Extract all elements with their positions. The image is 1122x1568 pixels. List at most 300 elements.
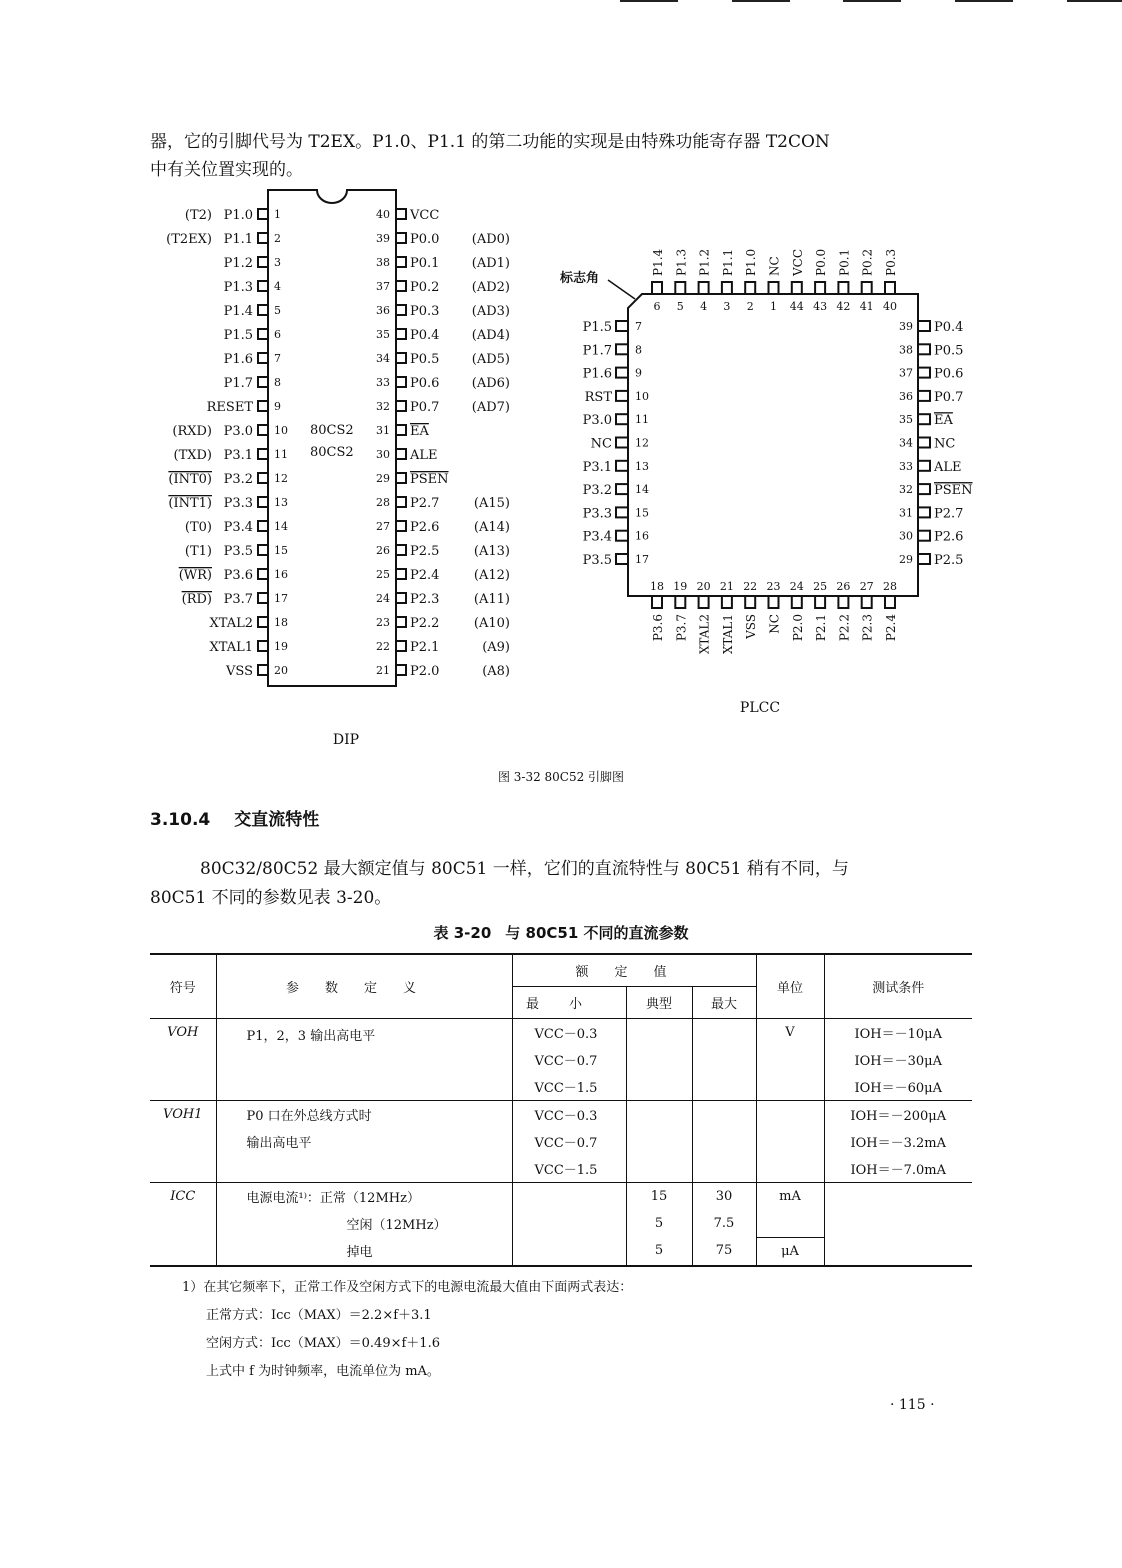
dip-pin-name: P1.5: [223, 328, 253, 343]
plcc-pin-left: [616, 321, 628, 331]
plcc-label: PLCC: [739, 700, 781, 716]
dip-pin-number: 16: [274, 568, 288, 581]
cell-symbol: VOH1: [150, 1101, 216, 1183]
dip-pin-right: [396, 617, 406, 627]
dip-pin-left: [258, 209, 268, 219]
cell-max: [692, 1128, 756, 1155]
dip-pin-right: [396, 665, 406, 675]
cell-typ: [626, 1128, 692, 1155]
cell-unit: V: [756, 1019, 824, 1047]
plcc-pin-number: 22: [743, 580, 758, 593]
plcc-pin-name: P3.2: [582, 483, 612, 499]
dip-pin-number: 30: [376, 448, 390, 461]
cell-max: [692, 1046, 756, 1073]
plcc-pin-name: XTAL1: [720, 614, 735, 655]
dip-pin-left: [258, 593, 268, 603]
dip-pin-number: 37: [376, 280, 390, 293]
dip-chip-label: 80CS2: [310, 423, 354, 438]
plcc-pin-left: [616, 484, 628, 494]
table-title-text: 与 80C51 不同的直流参数: [505, 924, 689, 942]
dip-pin-right: [396, 401, 406, 411]
cell-min: [512, 1183, 626, 1211]
cell-min: VCC－1.5: [512, 1073, 626, 1101]
dip-pin-left: [258, 329, 268, 339]
dip-pin-number: 6: [274, 328, 281, 341]
cell-unit: [756, 1101, 824, 1129]
dip-pin-right: [396, 209, 406, 219]
dip-pin-alt: (AD4): [471, 328, 510, 343]
cell-typ: 15: [626, 1183, 692, 1211]
cell-min: [512, 1210, 626, 1237]
table-number: 表 3-20: [433, 924, 492, 942]
plcc-pin-top: [652, 282, 662, 294]
dip-pin-alt: (T1): [184, 544, 212, 559]
plcc-pin-number: 21: [719, 580, 734, 593]
cell-typ: [626, 1101, 692, 1129]
plcc-pin-number: 29: [899, 553, 913, 566]
dip-pin-number: 11: [274, 448, 288, 461]
dip-pin-left: [258, 257, 268, 267]
cell-unit: μA: [756, 1237, 824, 1266]
dip-pin-right: [396, 377, 406, 387]
dip-pin-number: 33: [376, 376, 390, 389]
body-line-1: 80C32/80C52 最大额定值与 80C51 一样，它们的直流特性与 80C51 稍有不同，与: [200, 859, 849, 879]
top-rule-5: [1067, 0, 1122, 2]
dip-pin-number: 31: [376, 424, 390, 437]
plcc-pin-name: NC: [590, 436, 612, 452]
top-rule-1: [620, 0, 678, 2]
plcc-pin-top: [885, 282, 895, 294]
plcc-pin-top: [838, 282, 848, 294]
plcc-pin-number: 41: [859, 300, 874, 313]
cell-min: VCC－0.7: [512, 1128, 626, 1155]
cell-unit: [756, 1128, 824, 1155]
dip-pin-right: [396, 329, 406, 339]
plcc-pin-number: 31: [899, 506, 913, 520]
figure-caption: 图 3-32 80C52 引脚图: [497, 770, 625, 784]
dip-pin-right: [396, 257, 406, 267]
dip-pin-alt: (RD): [181, 592, 212, 607]
dip-pin-alt: (A14): [473, 520, 510, 535]
cell-symbol: VOH: [150, 1019, 216, 1101]
plcc-pin-name: NC: [767, 614, 782, 634]
dip-pin-number: 9: [274, 400, 281, 413]
cell-min: VCC－0.3: [512, 1101, 626, 1129]
plcc-pin-name: P0.7: [934, 389, 964, 405]
plcc-pin-right: [918, 368, 930, 378]
plcc-pin-name: P0.0: [814, 248, 829, 276]
dip-pin-number: 38: [376, 256, 390, 269]
dip-pin-left: [258, 473, 268, 483]
table-row: [150, 1155, 972, 1183]
header-rated: 额定值: [512, 954, 756, 987]
plcc-pin-name: P1.0: [744, 248, 759, 276]
dip-pin-left: [258, 233, 268, 243]
dip-pin-number: 28: [376, 496, 390, 509]
plcc-package-outline: [628, 294, 918, 596]
plcc-pin-name: P1.6: [582, 366, 612, 382]
dip-pin-left: [258, 425, 268, 435]
plcc-pin-name: P1.5: [582, 320, 612, 335]
plcc-pin-number: 1: [770, 300, 777, 313]
plcc-pin-name: P3.7: [674, 614, 689, 642]
plcc-pin-number: 30: [899, 529, 913, 543]
dip-pin-left: [258, 449, 268, 459]
plcc-pin-number: 39: [899, 320, 913, 333]
dip-pin-name: P1.7: [223, 376, 253, 391]
dip-pin-name: P1.2: [223, 256, 253, 271]
cell-max: 7.5: [692, 1210, 756, 1237]
plcc-pin-number: 7: [635, 320, 642, 333]
plcc-pin-right: [918, 391, 930, 401]
plcc-pin-number: 35: [899, 413, 913, 427]
dip-pin-right: [396, 281, 406, 291]
dip-pin-right: [396, 473, 406, 483]
plcc-pin-number: 36: [899, 389, 913, 403]
dip-pin-alt: (RXD): [172, 424, 212, 439]
dip-pin-left: [258, 617, 268, 627]
plcc-pin-name: NC: [767, 256, 782, 276]
intro-line-2: 中有关位置实现的。: [150, 160, 303, 180]
plcc-pin-number: 42: [836, 300, 851, 313]
plcc-pin-number: 19: [673, 580, 688, 593]
plcc-pin-bottom: [745, 596, 755, 608]
dip-pin-alt: (T2EX): [166, 232, 212, 247]
dip-pin-right: [396, 425, 406, 435]
dip-pin-right: [396, 521, 406, 531]
dip-pin-right: [396, 545, 406, 555]
plcc-pin-number: 12: [635, 436, 649, 450]
dip-pin-alt: (AD1): [471, 256, 510, 271]
dip-pin-name: P3.2: [223, 472, 253, 487]
cell-definition: 空闲（12MHz）: [216, 1210, 512, 1237]
plcc-pin-left: [616, 414, 628, 424]
dip-pin-name: P0.6: [410, 376, 440, 391]
top-rule-4: [955, 0, 1013, 2]
cell-max: [692, 1019, 756, 1047]
dip-pin-left: [258, 497, 268, 507]
dip-pin-number: 8: [274, 376, 281, 389]
plcc-pin-name: P2.2: [837, 614, 852, 642]
dip-pin-name: P0.0: [410, 232, 440, 247]
cell-condition: [824, 1183, 972, 1266]
dip-pin-alt: (INT1): [168, 496, 212, 511]
plcc-pin-bottom: [792, 596, 802, 608]
header-min: 最小: [512, 987, 626, 1019]
dip-chip-label: 80CS2: [310, 445, 354, 460]
dip-pin-name: VCC: [410, 208, 440, 223]
cell-max: 30: [692, 1183, 756, 1211]
plcc-pin-number: 34: [899, 436, 913, 450]
dip-pin-name: P0.2: [410, 280, 440, 295]
plcc-pin-right: [918, 531, 930, 541]
dip-pin-name: P0.3: [410, 304, 440, 319]
dip-pin-number: 3: [274, 256, 281, 269]
plcc-pin-name: P2.0: [790, 614, 805, 642]
dip-pin-number: 14: [274, 520, 288, 533]
plcc-pin-name: P1.3: [674, 248, 689, 276]
dip-pin-name: XTAL2: [209, 616, 253, 631]
dip-pin-alt: (AD7): [471, 400, 510, 415]
plcc-pin-name: P0.6: [934, 366, 964, 382]
plcc-pin-right: [918, 554, 930, 564]
plcc-pin-right: [918, 484, 930, 494]
header-typ: 典型: [626, 987, 692, 1019]
plcc-pin-name: P3.4: [582, 529, 612, 545]
cell-definition: 掉电: [216, 1237, 512, 1266]
dip-pin-name: P3.1: [223, 448, 253, 463]
plcc-pin-number: 24: [789, 580, 804, 593]
plcc-pin-name: P0.4: [934, 320, 964, 335]
cell-condition: IOH＝－10μA: [824, 1019, 972, 1047]
dip-pin-right: [396, 497, 406, 507]
plcc-pin-name: P3.5: [582, 553, 612, 568]
dip-pin-alt: (TXD): [173, 448, 212, 463]
plcc-pin-number: 26: [836, 580, 851, 593]
dip-pin-name: PSEN: [410, 472, 449, 487]
dip-pin-left: [258, 377, 268, 387]
table-row: [150, 1128, 972, 1155]
cell-unit: [756, 1046, 824, 1073]
dip-pin-name: P1.0: [223, 208, 253, 223]
cell-definition: P1，2，3 输出高电平: [216, 1019, 512, 1101]
cell-definition: P0 口在外总线方式时: [216, 1101, 512, 1129]
plcc-pin-left: [616, 344, 628, 354]
plcc-pin-name: P0.5: [934, 343, 964, 359]
dip-pin-left: [258, 665, 268, 675]
dip-pin-name: P1.6: [223, 352, 253, 367]
plcc-pin-name: P3.6: [651, 614, 665, 642]
cell-condition: IOH＝－30μA: [824, 1046, 972, 1073]
dip-pin-number: 7: [274, 352, 281, 365]
plcc-pin-left: [616, 461, 628, 471]
plcc-marker-pointer: [608, 280, 635, 299]
cell-min: VCC－0.7: [512, 1046, 626, 1073]
plcc-pin-number: 40: [883, 300, 897, 313]
plcc-pin-name: P2.4: [884, 614, 898, 642]
dip-pin-alt: (A10): [473, 616, 510, 631]
plcc-pin-top: [675, 282, 685, 294]
plcc-pin-right: [918, 321, 930, 331]
dip-pin-number: 24: [376, 592, 390, 605]
dip-pin-name: P1.4: [223, 304, 253, 319]
dip-pin-alt: (A9): [482, 640, 510, 655]
plcc-pin-left: [616, 391, 628, 401]
dip-pin-left: [258, 545, 268, 555]
dip-pin-alt: (AD6): [471, 376, 510, 391]
cell-max: [692, 1101, 756, 1129]
plcc-pin-name: P2.7: [934, 506, 964, 522]
cell-max: [692, 1073, 756, 1101]
plcc-pin-number: 28: [883, 580, 897, 593]
header-max: 最大: [692, 987, 756, 1019]
top-rule-3: [843, 0, 901, 2]
cell-typ: [626, 1155, 692, 1183]
dip-pin-left: [258, 401, 268, 411]
plcc-pin-name: P0.2: [860, 248, 875, 276]
body-line-2: 80C51 不同的参数见表 3-20。: [150, 888, 392, 908]
plcc-pin-number: 37: [899, 366, 913, 380]
plcc-pin-name: EA: [934, 413, 953, 429]
plcc-pin-name: ALE: [934, 459, 962, 475]
plcc-pin-left: [616, 507, 628, 517]
dip-pin-name: P1.3: [223, 280, 253, 295]
plcc-pin-left: [616, 531, 628, 541]
header-symbol: 符号: [150, 954, 216, 1019]
dip-pin-name: P0.1: [410, 256, 440, 271]
dip-pin-alt: (AD0): [471, 232, 510, 247]
dip-pin-number: 15: [274, 544, 288, 557]
cell-typ: [626, 1019, 692, 1047]
dip-pin-number: 18: [274, 616, 288, 629]
dip-pin-name: P3.7: [223, 592, 253, 607]
plcc-pin-right: [918, 438, 930, 448]
cell-unit: [756, 1155, 824, 1183]
dip-pin-alt: (AD5): [471, 352, 510, 367]
dip-pin-number: 27: [376, 520, 390, 533]
dip-pin-number: 25: [376, 568, 390, 581]
plcc-pin-bottom: [838, 596, 848, 608]
dip-pin-left: [258, 521, 268, 531]
cell-max: [692, 1155, 756, 1183]
dip-label: DIP: [332, 732, 360, 746]
plcc-pin-bottom: [769, 596, 779, 608]
dip-pin-right: [396, 593, 406, 603]
plcc-pin-number: 44: [789, 300, 804, 313]
cell-min: [512, 1237, 626, 1266]
plcc-pin-left: [616, 554, 628, 564]
plcc-pin-bottom: [862, 596, 872, 608]
table-row: [150, 1101, 972, 1129]
section-number: 3.10.4: [150, 810, 211, 830]
plcc-pin-name: P0.3: [884, 248, 898, 276]
plcc-pin-bottom: [675, 596, 685, 608]
plcc-pin-top: [699, 282, 709, 294]
header-condition: 测试条件: [824, 954, 972, 1019]
plcc-pin-number: 17: [635, 553, 649, 566]
dip-pin-alt: (AD2): [471, 280, 510, 295]
dip-pin-number: 40: [376, 208, 390, 221]
plcc-pin-name: P3.1: [582, 459, 612, 475]
dip-pin-right: [396, 641, 406, 651]
dip-pin-left: [258, 353, 268, 363]
dip-pin-number: 39: [376, 232, 390, 245]
plcc-pin-bottom: [699, 596, 709, 608]
plcc-pin-name: P2.1: [814, 614, 829, 642]
plcc-marker-label: 标志角: [560, 271, 600, 286]
footnote-line-1: 1）在其它频率下，正常工作及空闲方式下的电源电流最大值由下面两式表达：: [182, 1280, 633, 1295]
plcc-pin-number: 15: [635, 506, 649, 520]
plcc-pin-number: 5: [676, 300, 684, 313]
cell-condition: IOH＝－200μA: [824, 1101, 972, 1129]
dip-pin-name: P2.6: [410, 520, 440, 535]
page-number: · 115 ·: [890, 1397, 935, 1413]
top-rule-2: [732, 0, 790, 2]
header-definition: 参数定义: [216, 954, 512, 1019]
plcc-pin-right: [918, 507, 930, 517]
dip-pin-number: 13: [274, 496, 288, 509]
dip-pin-right: [396, 353, 406, 363]
plcc-pin-number: 38: [899, 343, 913, 357]
dip-pin-name: XTAL1: [209, 640, 253, 655]
dip-pin-name: P0.5: [410, 352, 440, 367]
dip-pin-number: 19: [274, 640, 288, 653]
dip-pin-name: P2.5: [410, 544, 440, 559]
plcc-pin-number: 10: [635, 389, 649, 403]
plcc-pin-number: 25: [813, 580, 828, 593]
table-title: [0, 922, 1122, 943]
dip-pin-right: [396, 233, 406, 243]
dip-pin-left: [258, 281, 268, 291]
dip-pin-number: 29: [376, 472, 390, 485]
table-row: [150, 1019, 972, 1047]
dip-pin-alt: (INT0): [168, 472, 212, 487]
dip-pin-number: 36: [376, 304, 390, 317]
dip-pin-name: P0.4: [410, 328, 440, 343]
dip-pin-number: 12: [274, 472, 288, 485]
plcc-pin-name: P1.4: [651, 248, 665, 276]
plcc-pin-name: P1.1: [720, 248, 735, 276]
plcc-pin-top: [745, 282, 755, 294]
dip-pin-alt: (T2): [184, 208, 212, 223]
plcc-pin-number: 2: [746, 300, 754, 313]
plcc-pin-number: 9: [635, 366, 642, 380]
plcc-pin-name: P0.1: [837, 248, 852, 276]
cell-max: 75: [692, 1237, 756, 1266]
dc-parameters-table: [150, 953, 972, 1267]
cell-typ: 5: [626, 1237, 692, 1266]
plcc-pin-number: 43: [813, 300, 828, 313]
cell-typ: [626, 1073, 692, 1101]
cell-definition: [216, 1155, 512, 1183]
dip-pin-number: 20: [274, 664, 288, 677]
cell-min: VCC－1.5: [512, 1155, 626, 1183]
dip-pin-number: 21: [376, 664, 390, 677]
dip-pin-name: VSS: [226, 664, 253, 679]
dip-pin-alt: (AD3): [471, 304, 510, 319]
section-heading: [150, 805, 319, 830]
dip-pin-number: 5: [274, 304, 281, 317]
plcc-pin-name: P2.6: [934, 529, 964, 545]
plcc-pin-top: [792, 282, 802, 294]
plcc-pin-name: VSS: [744, 614, 759, 639]
dip-pin-name: P3.4: [223, 520, 253, 535]
dip-pin-left: [258, 305, 268, 315]
pin-diagram-svg: [150, 186, 1000, 746]
cell-min: VCC－0.3: [512, 1019, 626, 1047]
plcc-pin-number: 23: [766, 580, 781, 593]
plcc-pin-number: 18: [650, 580, 664, 593]
dip-pin-number: 32: [376, 400, 390, 413]
plcc-pin-number: 16: [635, 529, 649, 543]
plcc-pin-number: 33: [899, 459, 913, 473]
cell-typ: [626, 1046, 692, 1073]
dip-pin-right: [396, 305, 406, 315]
dip-pin-alt: (A8): [482, 664, 510, 679]
table-row: [150, 1183, 972, 1211]
plcc-pin-name: P2.3: [860, 614, 875, 642]
dip-pin-alt: (A12): [473, 568, 510, 583]
plcc-pin-name: P1.2: [697, 248, 712, 276]
dip-pin-name: ALE: [410, 448, 438, 463]
plcc-pin-number: 6: [653, 300, 661, 313]
dip-pin-name: P3.6: [223, 568, 253, 583]
footnote-line-4: 上式中 f 为时钟频率，电流单位为 mA。: [206, 1364, 440, 1379]
plcc-pin-bottom: [722, 596, 732, 608]
cell-unit: [756, 1073, 824, 1101]
dip-pin-number: 35: [376, 328, 390, 341]
plcc-pin-bottom: [652, 596, 662, 608]
